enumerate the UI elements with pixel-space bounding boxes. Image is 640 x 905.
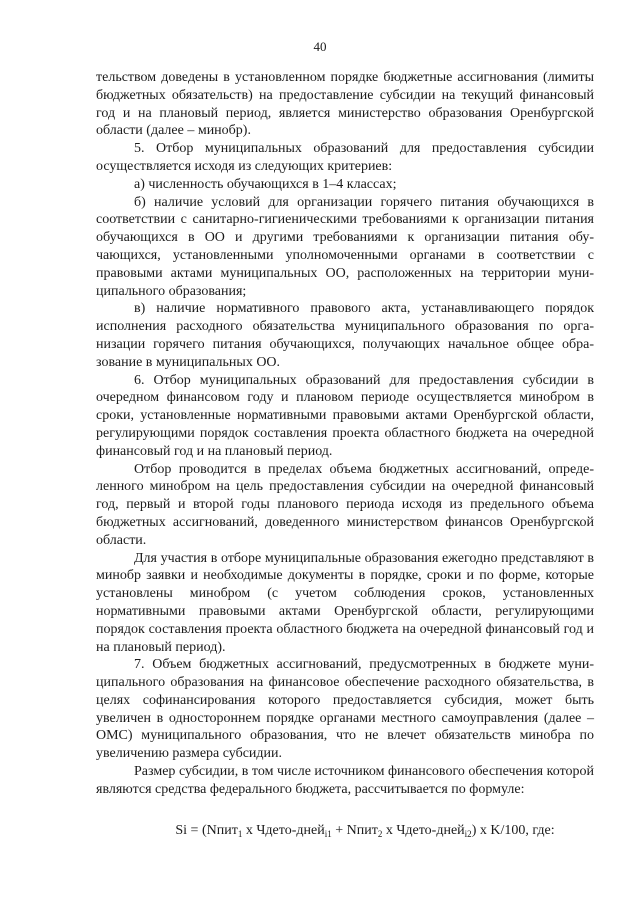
paragraph: Отбор проводится в пределах объема бюджетных ассигнований, определенного минобром на цель предоставления субсидии на очередной финансовый год, первый и второй годы планового периода исходя из предельного объема бюджетных ассигнований, доведенного министерством финансов Оренбургской области. xyxy=(96,461,594,548)
formula-part: ) x K/100, где: xyxy=(471,822,555,838)
formula-subscript: 1 xyxy=(237,828,243,839)
subsidy-formula xyxy=(96,822,594,840)
document-body xyxy=(96,69,594,840)
list-item: а) численность обучающихся в 1–4 классах; xyxy=(134,176,397,192)
formula-part: = (Nпит xyxy=(187,822,238,838)
page-number: 40 xyxy=(313,39,327,54)
list-item: б) наличие условий для организации горячего питания обучающихся в соответствии с санитарно-гигиеническими требованиями к организации питания обучающихся в ОО и другими требованиями к организации питания обучающихся, установленными уполномоченными органами в соответствии с правовыми актами муниципальных ОО, расположенных на территории муниципального образования; xyxy=(96,194,594,299)
formula-lhs: Si xyxy=(175,822,188,838)
formula-subscript: 2 xyxy=(377,828,383,839)
formula-part: x Чдето-дней xyxy=(242,822,325,838)
paragraph: 6. Отбор муниципальных образований для предоставления субсидии в очередном финансовом году и плановом периоде осуществляется минобром в сроки, установленные нормативными правовыми актами Оренбургской области, регулирующими порядок составления проекта областного бюджета на очередной финансовый год и на плановый период. xyxy=(96,372,594,459)
paragraph: тельством доведены в установленном порядке бюджетные ассигнования (лимиты бюджетных обязательств) на предоставление субсидии на текущий финансовый год и на плановый период, является министерство образования Оренбургской области (далее – минобр). xyxy=(96,70,594,139)
paragraph: 7. Объем бюджетных ассигнований, предусмотренных в бюджете муниципального образования на финансовое обеспечение расходного обязательства, в целях софинансирования которого предоставляется субсидия, может быть увеличен в одностороннем порядке органами местного самоуправления (далее – ОМС) муниципального образования, что не влечет обязательств минобра по увеличению размера субсидии. xyxy=(96,657,594,762)
formula-part: + Nпит xyxy=(331,822,378,838)
formula-subscript: i1 xyxy=(324,828,332,839)
list-item: в) наличие нормативного правового акта, устанавливающего порядок исполнения расходного обязательства муниципального образования по организации горячего питания обучающихся, получающих начальное общее образование в муниципальных ОО. xyxy=(96,301,594,370)
formula-subscript: i2 xyxy=(464,828,472,839)
paragraph: Размер субсидии, в том числе источником финансового обеспечения которой являются средства федерального бюджета, рассчитывается по формуле: xyxy=(96,764,594,797)
formula-part: x Чдето-дней xyxy=(382,822,465,838)
paragraph: 5. Отбор муниципальных образований для предоставления субсидии осуществляется исходя из следующих критериев: xyxy=(96,141,594,174)
paragraph: Для участия в отборе муниципальные образования ежегодно представляют в минобр заявки и необходимые документы в порядке, сроки и по форме, которые установлены минобром (с учетом соблюдения сроков, установленных нормативными правовыми актами Оренбургской области, регулирующими порядок составления проекта областного бюджета на очередной финансовый год и на плановый период). xyxy=(96,550,594,655)
